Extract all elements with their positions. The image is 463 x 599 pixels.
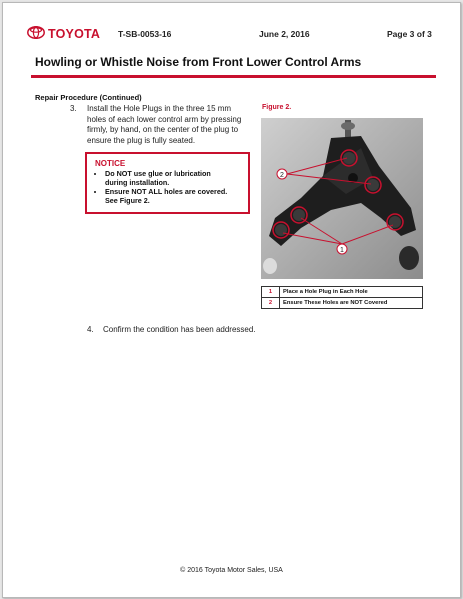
callout-2-label: 2 [280, 172, 284, 179]
hole-left-2 [275, 224, 287, 236]
legend-text: Place a Hole Plug in Each Hole [280, 287, 423, 298]
page-number: Page 3 of 3 [387, 29, 432, 39]
bulletin-date: June 2, 2016 [259, 29, 310, 39]
step-3-line: ensure the plug is fully seated. [87, 135, 196, 145]
page-title: Howling or Whistle Noise from Front Lower Control Arms [35, 55, 362, 69]
bulletin-page [2, 2, 461, 598]
front-bushing [263, 258, 277, 274]
notice-item [105, 188, 255, 205]
notice-box [85, 152, 250, 214]
legend-number: 1 [262, 287, 280, 298]
figure-legend [261, 286, 423, 309]
notice-list [95, 170, 255, 206]
notice-item [105, 170, 255, 187]
step-4-number: 4. [87, 325, 94, 334]
step-3-line: Install the Hole Plugs in the three 15 mm [87, 104, 232, 113]
callout-1-label: 1 [340, 247, 344, 254]
legend-text: Ensure These Holes are NOT Covered [280, 298, 423, 309]
title-divider [31, 75, 436, 78]
notice-title: NOTICE [95, 159, 126, 168]
toyota-emblem-icon [27, 26, 45, 39]
notice-item-line: Do NOT use glue or lubrication [105, 169, 211, 178]
legend-row [262, 287, 423, 298]
hole-middle [367, 179, 379, 191]
control-arm-photo [261, 118, 423, 279]
ball-joint-nut [341, 122, 355, 130]
step-3-line: holes of each lower control arm by pressing [87, 114, 242, 124]
section-heading: Repair Procedure (Continued) [35, 93, 142, 102]
step-3-text [87, 104, 257, 146]
step-4-text: Confirm the condition has been addressed. [103, 325, 256, 334]
toyota-logo [27, 23, 115, 45]
brand-wordmark: TOYOTA [48, 27, 101, 41]
step-3-number: 3. [70, 104, 77, 113]
bulletin-id: T-SB-0053-16 [118, 29, 172, 39]
legend-number: 2 [262, 298, 280, 309]
legend-row [262, 298, 423, 309]
notice-item-line: See Figure 2. [105, 195, 150, 205]
hole-upper [343, 152, 355, 164]
rear-bushing [399, 246, 419, 270]
figure-label: Figure 2. [262, 104, 292, 111]
step-3-line: firmly, by hand, on the center of the plug to [87, 125, 239, 134]
page-footer: © 2016 Toyota Motor Sales, USA [180, 567, 283, 574]
notice-item-line: during installation. [105, 177, 170, 187]
notice-item-line: Ensure NOT ALL holes are covered. [105, 187, 228, 197]
